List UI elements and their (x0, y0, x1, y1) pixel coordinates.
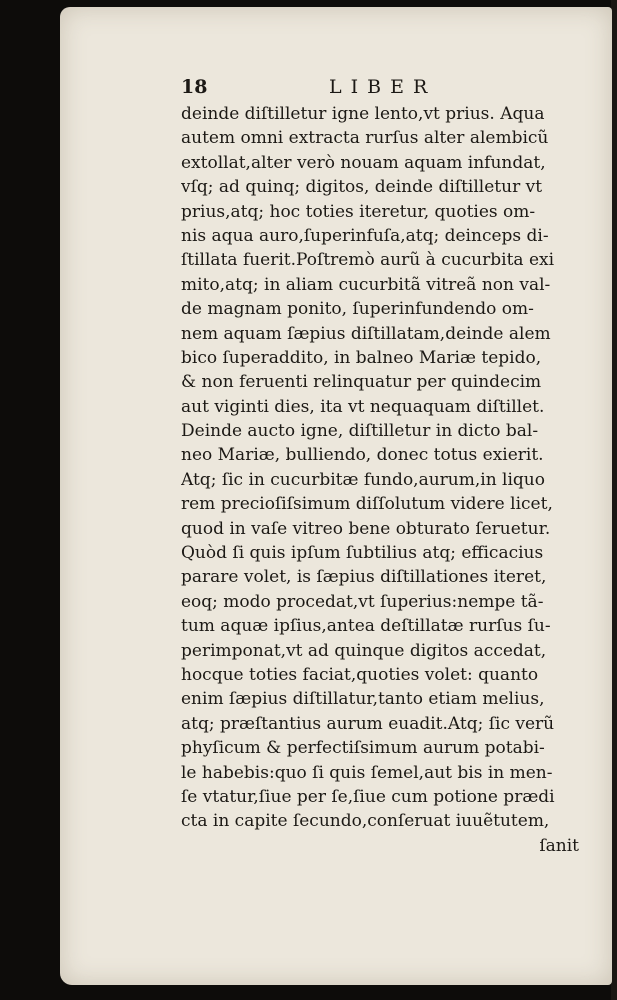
text-line: eoq; modo procedat,vt ſuperius:nempe tã- (181, 591, 544, 612)
text-line: nis aqua auro,ſuperinfuſa,atq; deinceps di- (181, 225, 549, 246)
text-line: ſtillata fuerit.Poſtremò aurũ à cucurbita exi (181, 250, 555, 271)
text-line: parare volet, is ſæpius diſtillationes iteret, (181, 567, 547, 588)
text-line: le habebis:quo ſi quis ſemel,aut bis in men- (181, 762, 553, 783)
text-line: vſq; ad quinq; digitos, deinde diſtilletur vt (181, 177, 543, 198)
text-line: atq; præſtantius aurum euadit.Atq; ſic verũ (181, 713, 555, 734)
text-line: prius,atq; hoc toties iteretur, quoties om- (181, 201, 536, 222)
text-line: perimponat,vt ad quinque digitos accedat, (181, 640, 547, 661)
body-text (181, 102, 601, 858)
text-line: neo Mariæ, bulliendo, donec totus exierit. (181, 445, 544, 466)
text-line: extollat,alter verò nouam aquam infundat, (181, 152, 546, 173)
text-line: & non feruenti relinquatur per quindecim (181, 372, 542, 393)
running-head: LIBER (329, 76, 437, 98)
text-line: phyſicum & perfectiſsimum aurum potabi- (181, 738, 545, 759)
text-line: Atq; ſic in cucurbitæ fundo,aurum,in liquo (181, 469, 545, 490)
text-line: Deinde aucto igne, diſtilletur in dicto bal- (181, 421, 539, 442)
text-line: bico ſuperaddito, in balneo Mariæ tepido, (181, 347, 542, 368)
text-line: enim ſæpius diſtillatur,tanto etiam melius, (181, 689, 545, 710)
text-line: de magnam ponito, ſuperinfundendo om- (181, 299, 534, 320)
text-line: cta in capite ſecundo,conſeruat iuuẽtutem, (181, 811, 550, 832)
page-header (181, 76, 591, 102)
text-line: mito,atq; in aliam cucurbitã vitreã non val- (181, 274, 551, 295)
text-line: hocque toties faciat,quoties volet: quanto (181, 664, 539, 685)
catchword: ſanit (539, 835, 579, 856)
page-number: 18 (181, 76, 208, 98)
text-line: nem aquam ſæpius diſtillatam,deinde alem (181, 323, 551, 344)
text-line: Quòd ſi quis ipſum ſubtilius atq; efficacius (181, 543, 544, 564)
text-line: rem precioſiſsimum diſſolutum videre licet, (181, 494, 553, 515)
text-line: autem omni extracta rurſus alter alembicũ (181, 128, 549, 149)
text-line: ſe vtatur,ſiue per ſe,ſiue cum potione prædi (181, 786, 555, 807)
text-line: deinde diſtilletur igne lento,vt prius. Aqua (181, 104, 545, 124)
text-line: tum aquæ ipſius,antea deſtillatæ rurſus ſu- (181, 616, 551, 637)
text-line: aut viginti dies, ita vt nequaquam diſtillet. (181, 396, 545, 417)
text-line: quod in vaſe vitreo bene obturato ſeruetur. (181, 518, 551, 539)
